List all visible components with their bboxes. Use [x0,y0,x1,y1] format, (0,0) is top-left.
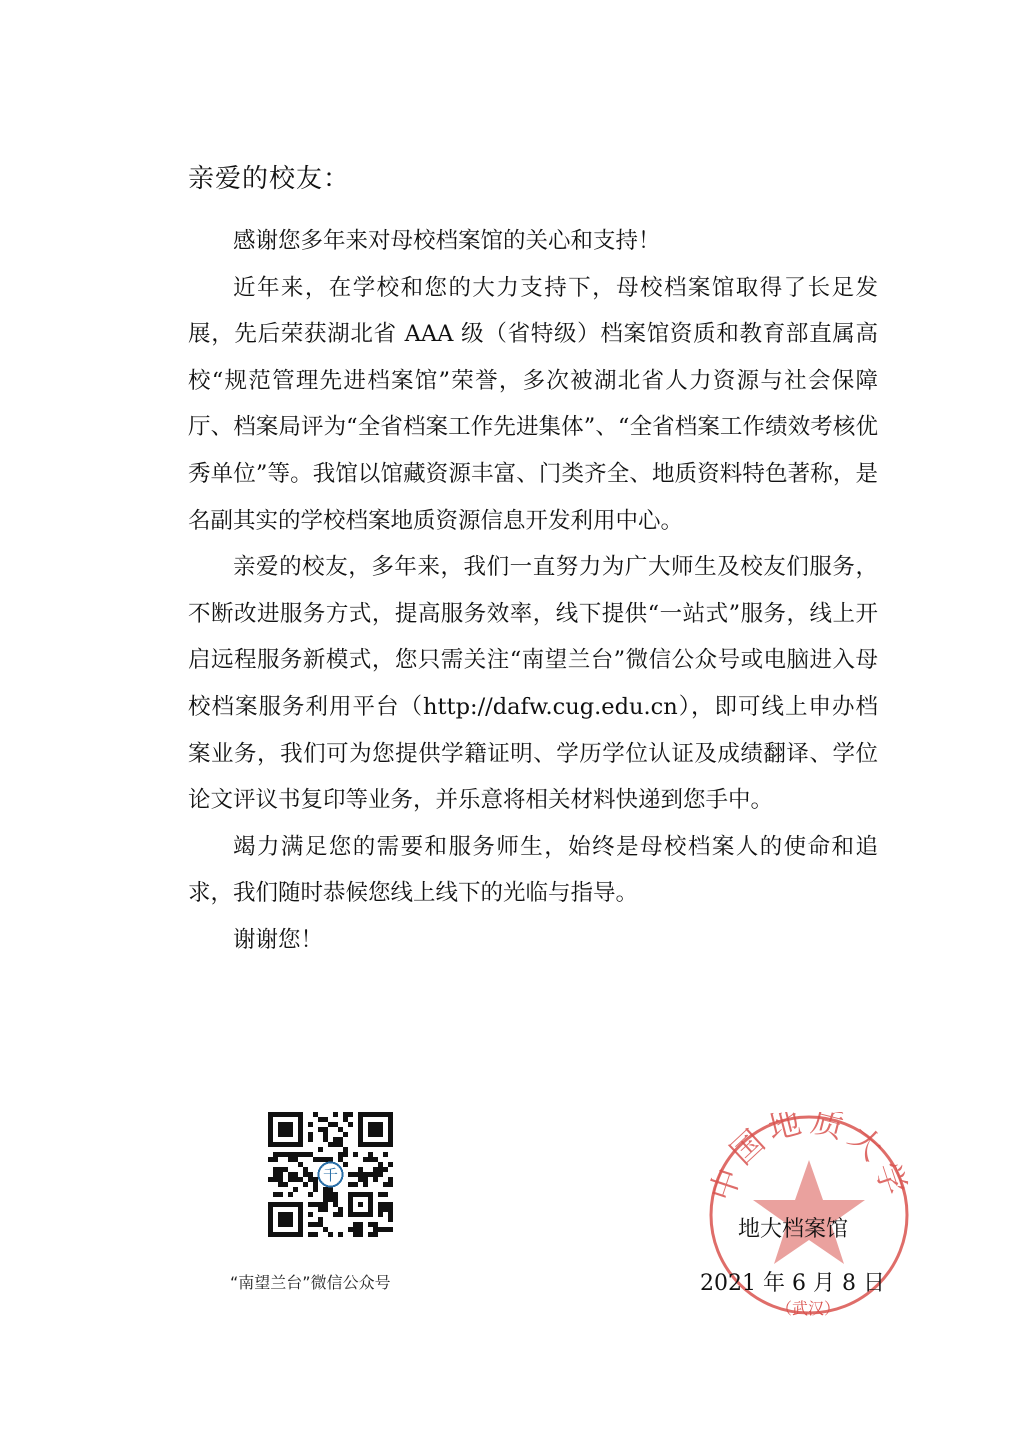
paragraph-achievements: 近年来，在学校和您的大力支持下，母校档案馆取得了长足发展，先后荣获湖北省 AAA 级（省特级）档案馆资质和教育部直属高校“规范管理先进档案馆”荣誉，多次被湖北省人力资源与社会保障厅、档案局评为“全省档案工作先进集体”、“全省档案工作绩效考核优秀单位”等。我馆以馆藏资源丰富、门类齐全、地质资料特色著称，是名副其实的学校档案地质资源信息开发利用中心。 [188,274,878,534]
paragraph-mission: 竭力满足您的需要和服务师生，始终是母校档案人的使命和追求，我们随时恭候您线上线下的光临与指导。 [188,833,878,907]
qr-logo-glyph: 千 [322,1166,339,1184]
paragraph-closing: 谢谢您！ [233,926,324,953]
salutation: 亲爱的校友： [188,164,351,194]
letter-body [188,218,878,964]
wechat-qr-code [268,1112,393,1237]
seal-city: （武汉） [776,1299,841,1318]
paragraph-thanks: 感谢您多年来对母校档案馆的关心和支持！ [233,228,661,254]
qr-caption: “南望兰台”微信公众号 [230,1273,391,1292]
signature-date: 2021 年 6 月 8 日 [700,1271,885,1296]
seal-ring-text: 中国地质大学 [706,1112,912,1206]
paragraph-services: 亲爱的校友，多年来，我们一直努力为广大师生及校友们服务，不断改进服务方式，提高服务效率，线下提供“一站式”服务，线上开启远程服务新模式，您只需关注“南望兰台”微信公众号或电脑进入母校档案服务利用平台（http://dafw.cug.edu.cn），即可线上申办档案业务，我们可为您提供学籍证明、学历学位认证及成绩翻译、学位论文评议书复印等业务，并乐意将相关材料快递到您手中。 [188,554,878,814]
signature-org: 地大档案馆 [738,1217,849,1242]
